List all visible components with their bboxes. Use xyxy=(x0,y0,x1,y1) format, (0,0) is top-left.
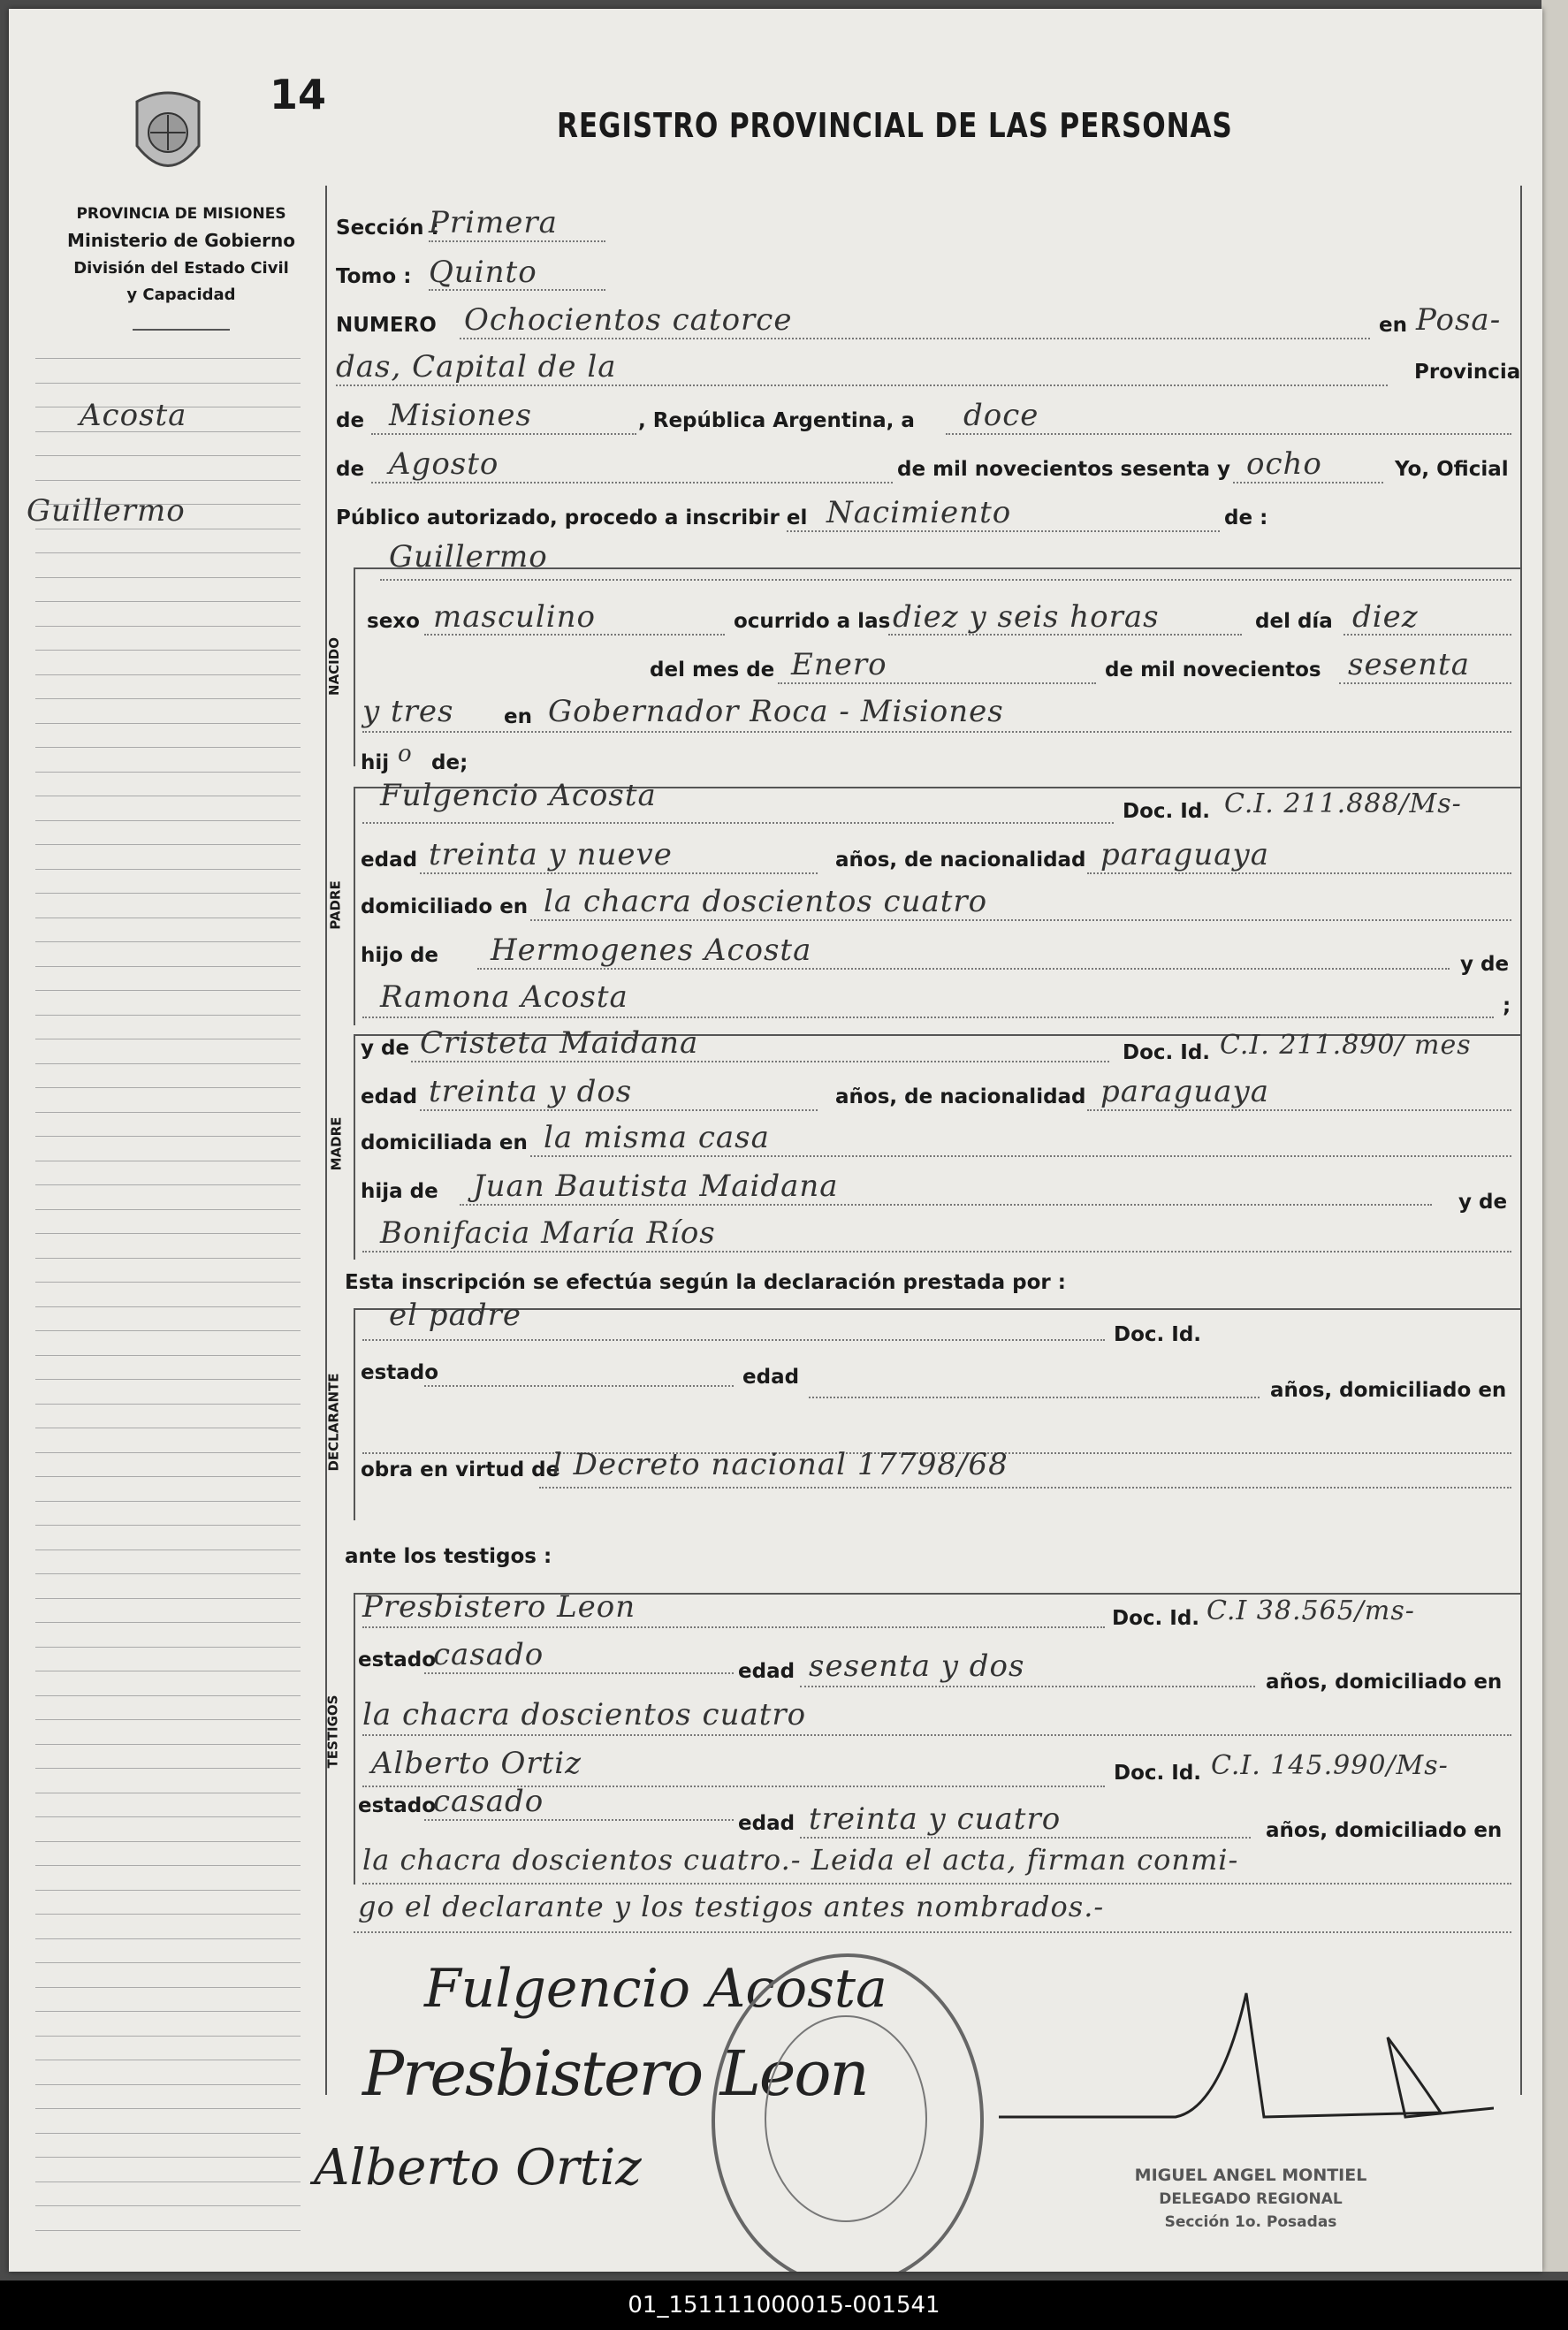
entry-madre-padre: Juan Bautista Maidana xyxy=(473,1169,839,1204)
rule xyxy=(1087,872,1511,874)
entry-lugar-2: das, Capital de la xyxy=(336,349,617,385)
rule xyxy=(800,1837,1251,1839)
entry-dia-nac: diez xyxy=(1352,599,1419,635)
rule xyxy=(411,1061,1109,1062)
label-de: de xyxy=(336,409,365,432)
label-doc-id: Doc. Id. xyxy=(1114,1323,1202,1346)
margin-rule xyxy=(35,869,301,870)
rule xyxy=(800,1686,1255,1687)
entry-mes-nac: Enero xyxy=(791,647,887,682)
page-title: REGISTRO PROVINCIAL DE LAS PERSONAS xyxy=(557,106,1233,145)
label-de-colon: de : xyxy=(1224,506,1268,529)
rule xyxy=(354,1931,1511,1933)
margin-rule xyxy=(35,1452,301,1453)
label-de-semi: de; xyxy=(431,751,468,774)
rule xyxy=(460,338,1370,339)
label-en-lugar: en xyxy=(504,705,532,728)
label-anos-dom: años, domiciliado en xyxy=(1270,1379,1507,1402)
margin-rule xyxy=(35,1501,301,1502)
rule xyxy=(1233,482,1383,484)
label-numero: NUMERO xyxy=(336,314,437,337)
label-de-mil-nov: de mil novecientos xyxy=(1105,659,1321,681)
label-tomo: Tomo : xyxy=(336,265,412,288)
margin-rule xyxy=(35,480,301,481)
label-anos-dom: años, domiciliado en xyxy=(1266,1819,1503,1842)
label-de: de xyxy=(336,458,365,481)
entry-anio: ocho xyxy=(1246,446,1322,482)
entry-padre-dom: la chacra doscientos cuatro xyxy=(544,884,988,919)
entry-decreto: l Decreto nacional 17798/68 xyxy=(552,1447,1009,1482)
label-domiciliada: domiciliada en xyxy=(361,1131,528,1154)
rule xyxy=(1343,634,1511,636)
entry-tomo: Quinto xyxy=(429,255,537,290)
rule xyxy=(424,1385,734,1387)
margin-rule xyxy=(35,577,301,578)
label-domiciliado: domiciliado en xyxy=(361,895,529,918)
rule xyxy=(420,872,818,874)
entry-seccion: Primera xyxy=(429,205,558,240)
label-y-de: y de xyxy=(1460,953,1510,976)
margin-rule xyxy=(35,723,301,724)
rule xyxy=(809,1397,1260,1398)
entry-hij-o: o xyxy=(398,741,413,767)
coat-of-arms-icon xyxy=(128,84,208,186)
label-edad: edad xyxy=(738,1812,795,1835)
official-signature-icon xyxy=(999,1984,1494,2143)
bracket xyxy=(354,1593,355,1885)
entry-padre-nac: paraguaya xyxy=(1100,837,1269,872)
margin-rule xyxy=(35,552,301,553)
entry-madre-madre: Bonifacia María Ríos xyxy=(380,1215,716,1251)
label-sexo: sexo xyxy=(367,610,420,633)
official-role: DELEGADO REGIONAL xyxy=(1159,2190,1343,2208)
margin-given-name: Guillermo xyxy=(27,493,186,529)
margin-rule xyxy=(35,455,301,456)
entry-testigo-1-dom: la chacra doscientos cuatro xyxy=(362,1697,807,1732)
label-obra: obra en virtud de xyxy=(361,1458,560,1481)
entry-padre: Fulgencio Acosta xyxy=(380,778,657,813)
rule xyxy=(1087,1109,1511,1111)
margin-rule xyxy=(35,772,301,773)
margin-rule xyxy=(35,893,301,894)
margin-rule xyxy=(35,966,301,967)
margin-rule xyxy=(35,1865,301,1866)
entry-testigo-2: Alberto Ortiz xyxy=(371,1746,582,1781)
bracket xyxy=(354,567,355,766)
margin-rule xyxy=(35,1890,301,1891)
side-label-declarante: DECLARANTE xyxy=(325,1373,342,1472)
label-doc-id: Doc. Id. xyxy=(1112,1607,1200,1630)
office-line-4: y Capacidad xyxy=(126,286,236,304)
rule xyxy=(1339,682,1511,684)
label-edad: edad xyxy=(361,1085,418,1108)
label-hijo-de: hijo de xyxy=(361,944,439,967)
label-republica: , República Argentina, a xyxy=(638,409,915,432)
margin-rule xyxy=(35,844,301,845)
rule xyxy=(530,919,1511,921)
signature-testigo-2: Alberto Ortiz xyxy=(314,2139,642,2197)
margin-rule xyxy=(35,601,301,602)
rule xyxy=(424,1672,734,1674)
label-estado: estado xyxy=(358,1649,437,1671)
bracket xyxy=(354,1308,355,1520)
margin-rule xyxy=(35,1962,301,1963)
entry-padre-edad: treinta y nueve xyxy=(429,837,673,872)
bracket xyxy=(354,787,355,1025)
margin-rule xyxy=(35,1355,301,1356)
label-edad: edad xyxy=(742,1366,800,1389)
official-seal-inner xyxy=(765,2015,927,2222)
entry-testigo-2-edad: treinta y cuatro xyxy=(809,1801,1062,1837)
label-de-mil: de mil novecientos sesenta y xyxy=(897,458,1231,481)
label-del-mes: del mes de xyxy=(650,659,775,681)
label-yo-oficial: Yo, Oficial xyxy=(1395,458,1509,481)
rule xyxy=(424,634,725,636)
label-semicolon: ; xyxy=(1503,994,1511,1017)
entry-dia: doce xyxy=(963,398,1039,433)
margin-rule xyxy=(35,1379,301,1380)
entry-madre: Cristeta Maidana xyxy=(420,1025,699,1061)
entry-testigo-1: Presbistero Leon xyxy=(362,1589,636,1625)
rule xyxy=(888,634,1242,636)
document-page xyxy=(9,9,1542,2272)
label-doc-id: Doc. Id. xyxy=(1123,1041,1211,1064)
label-hija-de: hija de xyxy=(361,1180,438,1203)
side-label-padre: PADRE xyxy=(327,880,344,930)
margin-rule xyxy=(35,1258,301,1259)
label-edad: edad xyxy=(738,1660,795,1683)
official-name: MIGUEL ANGEL MONTIEL xyxy=(1134,2166,1367,2185)
rule xyxy=(362,1883,1511,1885)
margin-rule xyxy=(35,383,301,384)
page-edge xyxy=(1541,0,1568,2272)
entry-anio-nac-2: y tres xyxy=(362,694,454,729)
rule xyxy=(429,289,605,291)
margin-rule xyxy=(35,1282,301,1283)
margin-rule xyxy=(35,1184,301,1185)
margin-rule xyxy=(35,1573,301,1574)
rule xyxy=(539,1487,1511,1489)
rule xyxy=(371,482,893,484)
margin-rule xyxy=(35,990,301,991)
label-estado: estado xyxy=(361,1361,439,1384)
side-label-nacido: NACIDO xyxy=(325,637,342,696)
margin-rule xyxy=(35,2108,301,2109)
margin-rule xyxy=(35,2133,301,2134)
margin-rule xyxy=(35,1404,301,1405)
entry-acto: Nacimiento xyxy=(826,495,1012,530)
entry-madre-nac: paraguaya xyxy=(1100,1074,1269,1109)
label-del-dia: del día xyxy=(1255,610,1333,633)
margin-rule xyxy=(35,1719,301,1720)
entry-padre-madre: Ramona Acosta xyxy=(380,979,628,1015)
margin-rule xyxy=(35,1209,301,1210)
label-hij: hij xyxy=(361,751,390,774)
margin-rule xyxy=(35,1015,301,1016)
label-doc-id: Doc. Id. xyxy=(1123,800,1211,823)
rule xyxy=(362,1251,1511,1253)
office-line-1: PROVINCIA DE MISIONES xyxy=(76,205,286,223)
entry-cierre: go el declarante y los testigos antes nombrados.- xyxy=(358,1890,1105,1923)
margin-rule xyxy=(35,1647,301,1648)
side-label-madre: MADRE xyxy=(328,1116,345,1171)
file-code: 01_151111000015-001541 xyxy=(0,2281,1568,2330)
margin-rule xyxy=(35,1136,301,1137)
entry-testigo-1-estado: casado xyxy=(433,1637,544,1672)
rule xyxy=(371,433,636,435)
margin-rule xyxy=(35,698,301,699)
bracket xyxy=(354,1034,355,1260)
label-anos-dom: años, domiciliado en xyxy=(1266,1671,1503,1694)
label-provincia: Provincia xyxy=(1414,361,1521,384)
frame-left xyxy=(325,186,327,2095)
margin-rule xyxy=(35,1525,301,1526)
divider xyxy=(133,329,230,331)
rule xyxy=(362,1339,1105,1341)
margin-rule xyxy=(35,1622,301,1623)
margin-rule xyxy=(35,941,301,942)
margin-rule xyxy=(35,2205,301,2206)
margin-rule xyxy=(35,2157,301,2158)
label-testigos: ante los testigos : xyxy=(345,1545,552,1568)
rule xyxy=(530,1155,1511,1157)
rule xyxy=(460,1204,1432,1206)
entry-testigo-1-doc: C.I 38.565/ms- xyxy=(1206,1595,1415,1626)
margin-rule xyxy=(35,1476,301,1477)
rule xyxy=(477,968,1450,970)
label-inscripcion: Esta inscripción se efectúa según la declaración prestada por : xyxy=(345,1271,1066,1294)
entry-testigo-1-edad: sesenta y dos xyxy=(809,1649,1025,1684)
rule xyxy=(429,240,605,242)
entry-provincia: Misiones xyxy=(389,398,532,433)
office-line-2: Ministerio de Gobierno xyxy=(67,230,295,251)
label-anos-nac: años, de nacionalidad xyxy=(835,849,1086,872)
margin-rule xyxy=(35,2230,301,2231)
entry-sexo: masculino xyxy=(433,599,597,635)
margin-rule xyxy=(35,1816,301,1817)
margin-rule xyxy=(35,626,301,627)
rule xyxy=(362,1017,1494,1018)
margin-rule xyxy=(35,1938,301,1939)
label-doc-id: Doc. Id. xyxy=(1114,1762,1202,1785)
rule xyxy=(362,731,1511,733)
margin-rule xyxy=(35,358,301,359)
margin-rule xyxy=(35,674,301,675)
entry-lugar-1: Posa- xyxy=(1416,302,1502,338)
rule xyxy=(380,579,1511,581)
entry-madre-edad: treinta y dos xyxy=(429,1074,633,1109)
margin-rule xyxy=(35,747,301,748)
official-section: Sección 1o. Posadas xyxy=(1164,2213,1337,2231)
margin-rule xyxy=(35,2036,301,2037)
rule xyxy=(778,682,1096,684)
rule xyxy=(362,822,1114,824)
margin-rule xyxy=(35,820,301,821)
margin-surname: Acosta xyxy=(80,398,187,433)
label-y-de: y de xyxy=(1458,1191,1508,1214)
label-edad: edad xyxy=(361,849,418,872)
margin-rule xyxy=(35,1914,301,1915)
entry-anio-nac-1: sesenta xyxy=(1348,647,1470,682)
margin-rule xyxy=(35,1233,301,1234)
rule xyxy=(336,385,1388,386)
margin-rule xyxy=(35,1112,301,1113)
entry-testigo-2-estado: casado xyxy=(433,1784,544,1819)
margin-rule xyxy=(35,2011,301,2012)
rule xyxy=(362,1734,1511,1736)
rule xyxy=(420,1109,818,1111)
margin-rule xyxy=(35,1330,301,1331)
margin-rule xyxy=(35,1087,301,1088)
margin-rule xyxy=(35,1841,301,1842)
margin-rule xyxy=(35,650,301,651)
frame-right xyxy=(1520,186,1522,2095)
entry-madre-dom: la misma casa xyxy=(544,1120,770,1155)
entry-madre-doc: C.I. 211.890/ mes xyxy=(1220,1030,1472,1061)
label-estado: estado xyxy=(358,1794,437,1817)
margin-rule xyxy=(35,1598,301,1599)
label-publico: Público autorizado, procedo a inscribir el xyxy=(336,506,808,529)
entry-hora: diez y seis horas xyxy=(893,599,1160,635)
rule xyxy=(362,1626,1105,1628)
entry-declarante: el padre xyxy=(389,1298,521,1333)
entry-mes: Agosto xyxy=(389,446,499,482)
label-y-de-madre: y de xyxy=(361,1037,410,1060)
entry-numero: Ochocientos catorce xyxy=(464,302,793,338)
margin-rule xyxy=(35,1987,301,1988)
rule xyxy=(946,433,1511,435)
section-line xyxy=(354,1308,1520,1310)
entry-padre-padre: Hermogenes Acosta xyxy=(491,933,812,968)
margin-rule xyxy=(35,1744,301,1745)
entry-testigo-2-doc: C.I. 145.990/Ms- xyxy=(1211,1750,1449,1781)
rule xyxy=(424,1819,734,1821)
entry-testigo-2-dom: la chacra doscientos cuatro.- Leida el acta, firman conmi- xyxy=(362,1843,1239,1877)
margin-rule xyxy=(35,1063,301,1064)
entry-lugar-nac: Gobernador Roca - Misiones xyxy=(548,694,1004,729)
label-anos-nac: años, de nacionalidad xyxy=(835,1085,1086,1108)
signature-testigo-1: Presbistero Leon xyxy=(362,2037,868,2110)
margin-rule xyxy=(35,1306,301,1307)
office-line-3: División del Estado Civil xyxy=(73,259,289,278)
margin-rule xyxy=(35,1695,301,1696)
label-ocurrido: ocurrido a las xyxy=(734,610,891,633)
signature-declarante: Fulgencio Acosta xyxy=(424,1958,887,2020)
label-en: en xyxy=(1379,314,1407,337)
margin-rule xyxy=(35,1768,301,1769)
margin-rule xyxy=(35,2084,301,2085)
entry-padre-doc: C.I. 211.888/Ms- xyxy=(1224,788,1462,819)
label-seccion: Sección : xyxy=(336,217,439,240)
entry-nombre: Guillermo xyxy=(389,539,548,575)
rule xyxy=(787,530,1220,532)
page-number: 14 xyxy=(270,71,327,118)
side-label-testigos: TESTIGOS xyxy=(324,1694,341,1769)
